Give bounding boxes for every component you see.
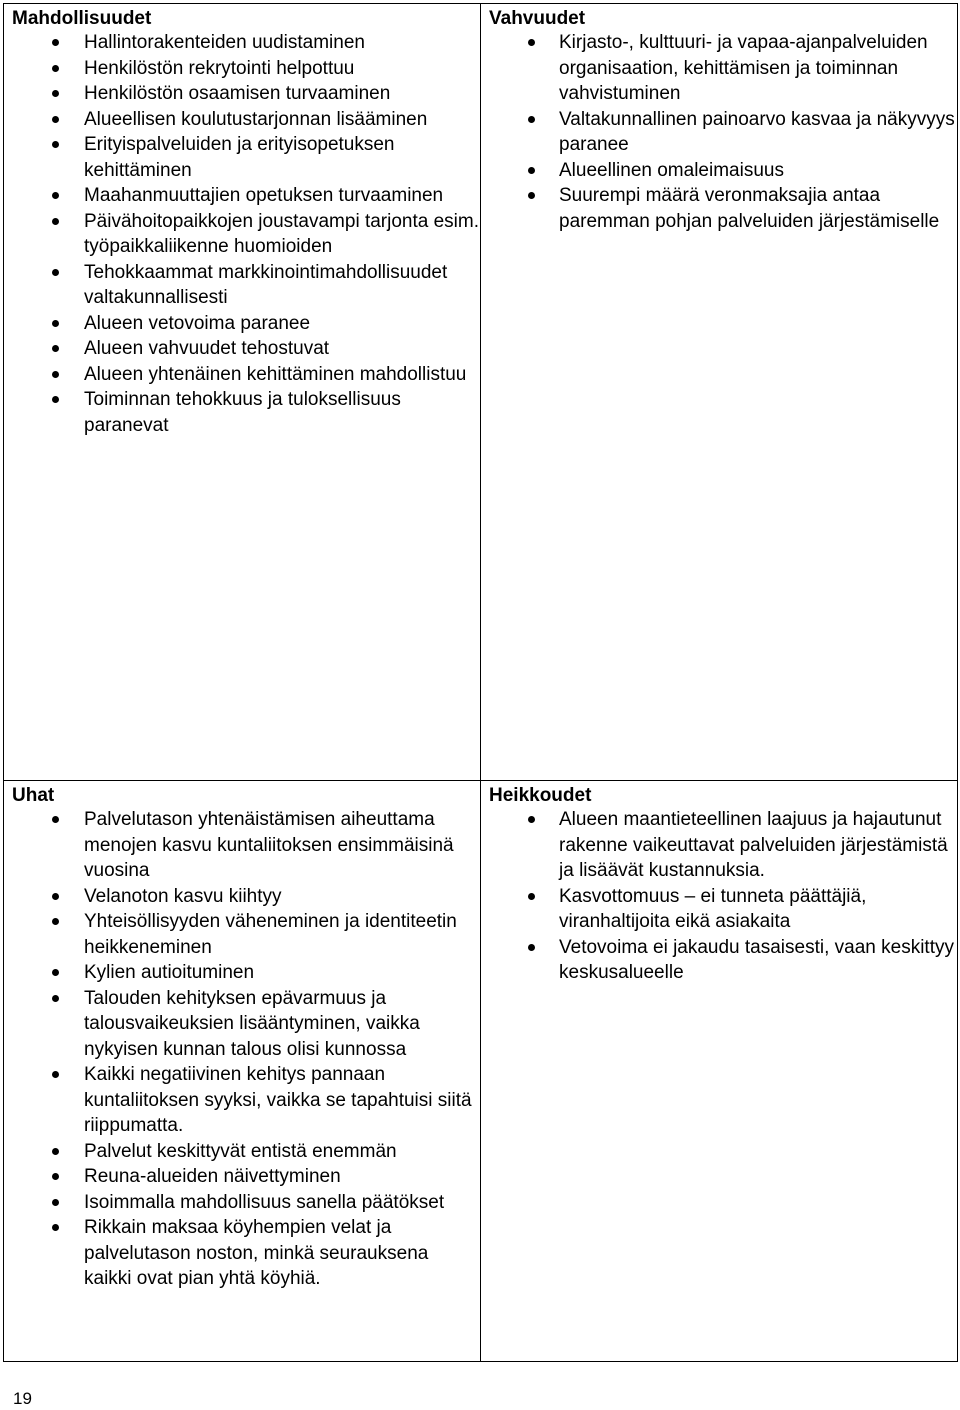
list-item-text: Alueen vahvuudet tehostuvat xyxy=(84,338,330,359)
uhat-list xyxy=(4,807,480,1292)
list-item xyxy=(4,960,480,986)
list-item xyxy=(4,183,480,209)
list-item xyxy=(4,1190,480,1216)
uhat-cell xyxy=(4,781,481,1362)
bullet-icon xyxy=(52,116,59,123)
vahvuudet-title: Vahvuudet xyxy=(489,8,586,29)
bullet-icon xyxy=(52,1148,59,1155)
mahdollisuudet-cell xyxy=(4,4,481,781)
bullet-icon xyxy=(528,116,535,123)
list-item-text: Hallintorakenteiden uudistaminen xyxy=(84,32,365,53)
list-item xyxy=(481,30,957,107)
list-item xyxy=(4,807,480,884)
bullet-icon xyxy=(52,141,59,148)
list-item xyxy=(4,387,480,438)
list-item xyxy=(4,311,480,337)
list-item-text: Alueen maantieteellinen laajuus ja hajautunut rakenne vaikeuttavat palveluiden järjestämistä ja lisäävät kustannuksia. xyxy=(559,809,948,881)
bullet-icon xyxy=(52,345,59,352)
list-item xyxy=(481,884,957,935)
list-item xyxy=(481,183,957,234)
list-item-text: Alueellinen omaleimaisuus xyxy=(559,159,784,181)
list-item-text: Henkilöstön osaamisen turvaaminen xyxy=(84,83,391,104)
swot-row-top xyxy=(4,4,958,781)
list-item xyxy=(4,884,480,910)
bullet-icon xyxy=(528,167,535,174)
list-item-text: Tehokkaammat markkinointimahdollisuudet valtakunnallisesti xyxy=(84,261,448,308)
list-item-text: Velanoton kasvu kiihtyy xyxy=(84,885,282,907)
bullet-icon xyxy=(52,320,59,327)
bullet-icon xyxy=(52,39,59,46)
vahvuudet-list xyxy=(481,30,957,234)
bullet-icon xyxy=(528,192,535,199)
vahvuudet-cell xyxy=(481,4,958,781)
bullet-icon xyxy=(52,65,59,72)
list-item-text: Erityispalveluiden ja erityisopetuksen kehittäminen xyxy=(84,134,395,181)
uhat-title: Uhat xyxy=(12,785,55,806)
bullet-icon xyxy=(528,816,535,823)
bullet-icon xyxy=(52,1199,59,1206)
list-item xyxy=(4,909,480,960)
list-item-text: Isoimmalla mahdollisuus sanella päätökset xyxy=(84,1191,445,1213)
list-item xyxy=(4,132,480,183)
swot-table xyxy=(3,3,958,1362)
list-item-text: Kasvottomuus – ei tunneta päättäjiä, viranhaltijoita eikä asiakaita xyxy=(559,885,867,932)
list-item xyxy=(481,158,957,184)
heikkoudet-title: Heikkoudet xyxy=(489,785,592,806)
list-item-text: Suurempi määrä veronmaksajia antaa paremman pohjan palveluiden järjestämiselle xyxy=(559,185,940,232)
list-item-text: Toiminnan tehokkuus ja tuloksellisuus paranevat xyxy=(84,389,401,436)
list-item xyxy=(4,1062,480,1139)
list-item-text: Vetovoima ei jakaudu tasaisesti, vaan keskittyy keskusalueelle xyxy=(559,936,954,983)
bullet-icon xyxy=(52,1071,59,1078)
bullet-icon xyxy=(52,918,59,925)
bullet-icon xyxy=(52,995,59,1002)
list-item-text: Kylien autioituminen xyxy=(84,962,255,983)
list-item-text: Maahanmuuttajien opetuksen turvaaminen xyxy=(84,185,444,206)
bullet-icon xyxy=(52,893,59,900)
list-item-text: Alueellisen koulutustarjonnan lisääminen xyxy=(84,108,428,130)
bullet-icon xyxy=(528,893,535,900)
list-item xyxy=(4,336,480,362)
bullet-icon xyxy=(52,269,59,276)
list-item-text: Yhteisöllisyyden väheneminen ja identiteetin heikkeneminen xyxy=(84,911,457,958)
list-item-text: Päivähoitopaikkojen joustavampi tarjonta esim. työpaikkaliikenne huomioiden xyxy=(84,210,479,257)
bullet-icon xyxy=(52,396,59,403)
list-item-text: Rikkain maksaa köyhempien velat ja palvelutason noston, minkä seurauksena kaikki ovat pian yhtä köyhiä. xyxy=(84,1217,429,1289)
page-number: 19 xyxy=(13,1389,32,1408)
list-item xyxy=(4,107,480,133)
list-item xyxy=(4,209,480,260)
list-item-text: Valtakunnallinen painoarvo kasvaa ja näkyvyys paranee xyxy=(559,108,955,155)
list-item xyxy=(4,1139,480,1165)
list-item xyxy=(4,1164,480,1190)
bullet-icon xyxy=(52,1224,59,1231)
mahdollisuudet-title: Mahdollisuudet xyxy=(12,8,152,29)
heikkoudet-list xyxy=(481,807,957,986)
bullet-icon xyxy=(52,969,59,976)
list-item xyxy=(481,107,957,158)
list-item xyxy=(4,986,480,1063)
heikkoudet-cell xyxy=(481,781,958,1362)
list-item-text: Kaikki negatiivinen kehitys pannaan kuntaliitoksen syyksi, vaikka se tapahtuisi siitä riippumatta. xyxy=(84,1064,472,1136)
list-item-text: Kirjasto-, kulttuuri- ja vapaa-ajanpalveluiden organisaation, kehittämisen ja toiminnan vahvistuminen xyxy=(559,32,928,104)
list-item xyxy=(4,362,480,388)
list-item-text: Talouden kehityksen epävarmuus ja talousvaikeuksien lisääntyminen, vaikka nykyisen kunnan talous olisi kunnossa xyxy=(84,987,420,1060)
bullet-icon xyxy=(52,1173,59,1180)
list-item-text: Palvelutason yhtenäistämisen aiheuttama menojen kasvu kuntaliitoksen ensimmäisinä vuosina xyxy=(84,809,454,881)
list-item-text: Reuna-alueiden näivettyminen xyxy=(84,1166,341,1187)
list-item xyxy=(4,81,480,107)
bullet-icon xyxy=(52,371,59,378)
list-item xyxy=(4,56,480,82)
bullet-icon xyxy=(528,39,535,46)
list-item-text: Alueen vetovoima paranee xyxy=(84,312,311,334)
list-item-text: Alueen yhtenäinen kehittäminen mahdollistuu xyxy=(84,363,467,385)
bullet-icon xyxy=(52,90,59,97)
swot-row-bottom xyxy=(4,781,958,1362)
list-item-text: Palvelut keskittyvät entistä enemmän xyxy=(84,1140,397,1162)
bullet-icon xyxy=(528,944,535,951)
bullet-icon xyxy=(52,192,59,199)
list-item xyxy=(481,807,957,884)
list-item-text: Henkilöstön rekrytointi helpottuu xyxy=(84,57,355,79)
list-item xyxy=(481,935,957,986)
list-item xyxy=(4,260,480,311)
list-item xyxy=(4,30,480,56)
mahdollisuudet-list xyxy=(4,30,480,438)
bullet-icon xyxy=(52,816,59,823)
bullet-icon xyxy=(52,218,59,225)
list-item xyxy=(4,1215,480,1292)
